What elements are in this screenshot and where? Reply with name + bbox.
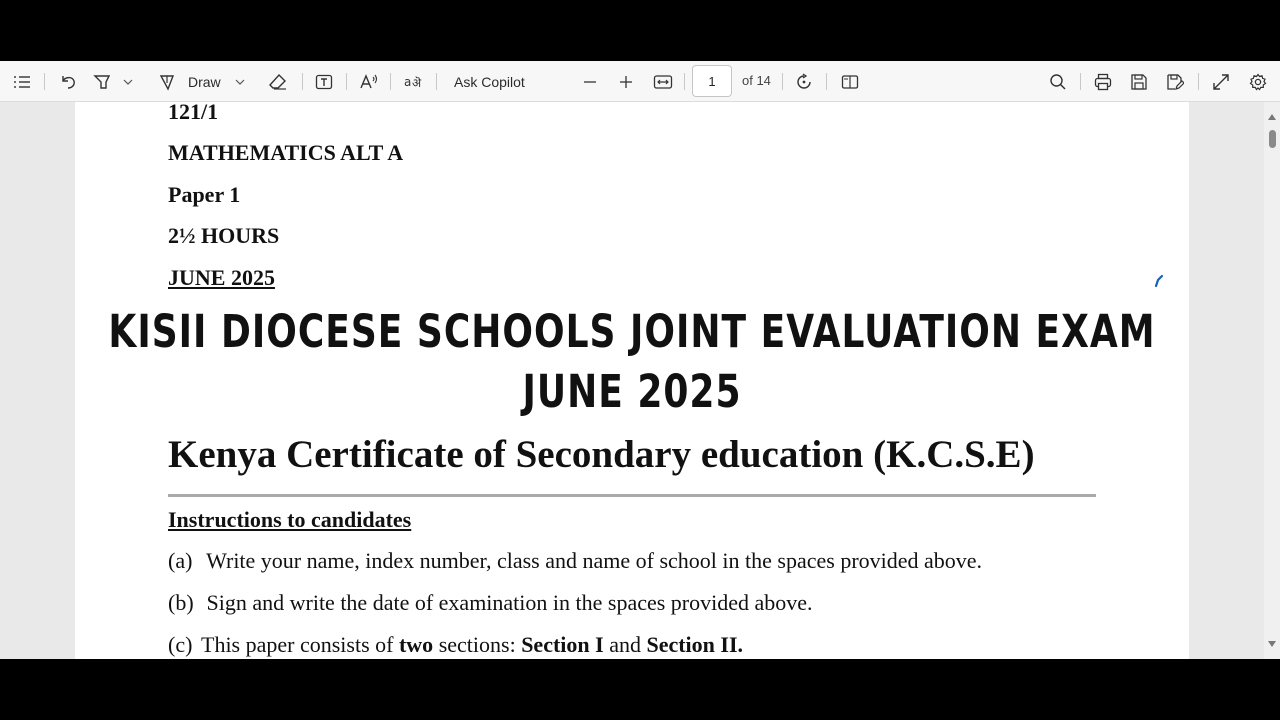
print-button[interactable] (1089, 67, 1117, 96)
instruction-text: Write your name, index number, class and name of school in the spaces provided above. (206, 548, 983, 573)
save-as-icon (1166, 73, 1184, 91)
instruction-item (168, 548, 982, 574)
exam-subject: MATHEMATICS ALT A (168, 140, 404, 165)
save-button[interactable] (1125, 67, 1153, 96)
zoom-out-button[interactable] (576, 67, 604, 96)
page-total: of 14 (742, 73, 771, 88)
page-number-input[interactable] (692, 65, 732, 97)
instruction-text: and (603, 632, 647, 657)
separator (1198, 73, 1199, 90)
undo-button[interactable] (54, 67, 82, 96)
undo-icon (59, 73, 77, 91)
save-as-button[interactable] (1161, 67, 1189, 96)
instruction-item (168, 590, 813, 616)
document-viewer[interactable] (0, 102, 1280, 659)
translate-icon (403, 73, 423, 91)
ask-copilot-button[interactable] (446, 67, 536, 96)
expand-icon (1212, 73, 1230, 91)
separator (346, 73, 347, 90)
exam-paper: Paper 1 (168, 182, 241, 207)
instruction-bold: Section II. (646, 632, 744, 657)
exam-date: JUNE 2025 (168, 265, 275, 290)
instruction-label: (a) (168, 548, 193, 573)
letterbox-bottom (0, 659, 1280, 720)
read-aloud-icon (359, 73, 379, 91)
separator (782, 73, 783, 90)
divider (168, 494, 1096, 497)
exam-code: 121/1 (168, 102, 219, 124)
exam-duration: 2½ HOURS (168, 223, 280, 248)
erase-button[interactable] (264, 67, 292, 96)
chevron-down-icon (123, 79, 133, 85)
exam-name: Kenya Certificate of Secondary education (K.C.S.E) (168, 433, 1035, 476)
minus-icon (583, 75, 597, 89)
svg-text:ऄ: ऄ (412, 75, 422, 90)
exam-title-line-2: JUNE 2025 (522, 367, 742, 419)
search-icon (1049, 73, 1067, 91)
page-view-button[interactable] (836, 67, 864, 96)
page-view-icon (841, 74, 859, 90)
translate-button[interactable] (398, 67, 428, 96)
separator (44, 73, 45, 90)
instruction-bold: two (398, 632, 434, 657)
list-icon (13, 75, 31, 89)
separator (1080, 73, 1081, 90)
scroll-down-icon[interactable] (1267, 635, 1277, 653)
rotate-icon (795, 73, 813, 91)
print-icon (1094, 73, 1112, 91)
settings-button[interactable] (1244, 67, 1272, 96)
ask-copilot-label: Ask Copilot (454, 73, 525, 90)
fullscreen-button[interactable] (1207, 67, 1235, 96)
plus-icon (619, 75, 633, 89)
separator (684, 73, 685, 90)
exam-title-line-1: KISII DIOCESE SCHOOLS JOINT EVALUATION EXAM (108, 307, 1156, 359)
eraser-icon (269, 73, 287, 91)
instruction-label: (c) (168, 632, 193, 657)
separator (436, 73, 437, 90)
contents-button[interactable] (8, 67, 36, 96)
separator (390, 73, 391, 90)
zoom-in-button[interactable] (612, 67, 640, 96)
svg-text:a: a (404, 74, 412, 89)
pdf-page (75, 102, 1189, 659)
fit-width-icon (653, 74, 673, 90)
highlighter-icon (93, 73, 111, 91)
instruction-text: Sign and write the date of examination in the spaces provided above. (206, 590, 813, 615)
read-aloud-button[interactable] (354, 67, 384, 96)
highlight-dropdown[interactable] (120, 67, 136, 96)
text-box-icon (315, 73, 333, 91)
pdf-toolbar (0, 61, 1280, 102)
instruction-item (168, 632, 743, 658)
instruction-label: (b) (168, 590, 194, 615)
separator (826, 73, 827, 90)
gear-icon (1249, 73, 1267, 91)
draw-label: Draw (188, 73, 221, 90)
scrollbar-thumb[interactable] (1269, 130, 1276, 148)
chevron-down-icon (235, 79, 245, 85)
instruction-text: This paper consists of (201, 632, 399, 657)
draw-icon (158, 73, 176, 91)
instruction-text: sections: (433, 632, 522, 657)
instructions-heading: Instructions to candidates (168, 507, 412, 532)
separator (302, 73, 303, 90)
instruction-bold: Section I (521, 632, 604, 657)
search-button[interactable] (1044, 67, 1072, 96)
scroll-up-icon[interactable] (1267, 108, 1277, 126)
add-text-button[interactable] (310, 67, 338, 96)
pen-cursor-icon (1153, 274, 1165, 293)
draw-button[interactable] (158, 67, 250, 96)
vertical-scrollbar[interactable] (1264, 102, 1280, 659)
fit-width-button[interactable] (648, 67, 678, 96)
letterbox-top (0, 0, 1280, 61)
save-icon (1130, 73, 1148, 91)
rotate-button[interactable] (790, 67, 818, 96)
highlight-button[interactable] (88, 67, 116, 96)
